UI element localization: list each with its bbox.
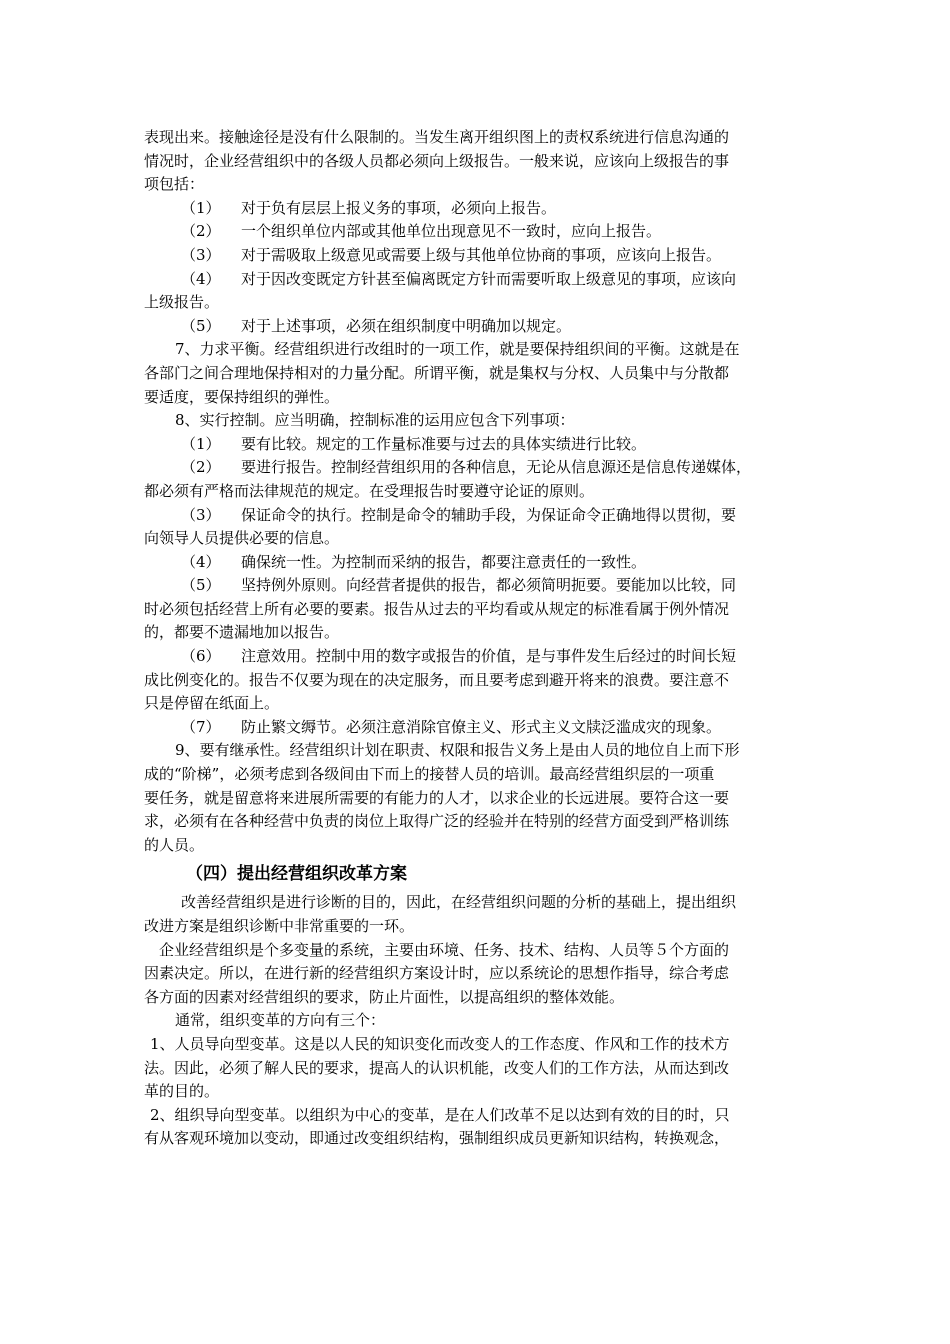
item-number: （1） bbox=[181, 198, 221, 217]
item-text: 对于需吸取上级意见或需要上级与其他单位协商的事项，应该向上报告。 bbox=[241, 245, 722, 264]
item-text: 保证命令的执行。控制是命令的辅助手段，为保证命令正确地得以贯彻，要 bbox=[241, 505, 737, 524]
paragraph-start-line: 2、组织导向型变革。以组织为中心的变革，是在人们改革不足以达到有效的目的时，只 bbox=[150, 1105, 730, 1124]
section-heading: （四）提出经营组织改革方案 bbox=[186, 864, 407, 885]
item-text: 要进行报告。控制经营组织用的各种信息，无论从信息源还是信息传递媒体， bbox=[241, 458, 752, 477]
list-item-line bbox=[144, 645, 812, 669]
paragraph-start-line: 7、力求平衡。经营组织进行改组时的一项工作，就是要保持组织间的平衡。这就是在 bbox=[175, 340, 740, 359]
item-text: 要有比较。规定的工作量标准要与过去的具体实绩进行比较。 bbox=[241, 434, 647, 453]
text-line: 求，必须有在各种经营中负责的岗位上取得广泛的经验并在特别的经营方面受到严格训练 bbox=[144, 812, 730, 831]
item-number: （1） bbox=[181, 434, 221, 453]
text-line: 向领导人员提供必要的信息。 bbox=[144, 529, 340, 548]
item-number: （2） bbox=[181, 222, 221, 241]
item-number: （2） bbox=[181, 458, 221, 477]
list-item-line bbox=[144, 220, 812, 244]
list-item-line bbox=[144, 504, 812, 528]
paragraph-start-line: 1、人员导向型变革。这是以人民的知识变化而改变人的工作态度、作风和工作的技术方 bbox=[150, 1034, 730, 1053]
text-line: 革的目的。 bbox=[144, 1082, 220, 1101]
item-text: 确保统一性。为控制而采纳的报告，都要注意责任的一致性。 bbox=[241, 552, 647, 571]
text-line: 都必须有严格而法律规范的规定。在受理报告时要遵守论证的原则。 bbox=[144, 481, 595, 500]
item-number: （4） bbox=[181, 269, 221, 288]
paragraph-start-line: 9、要有继承性。经营组织计划在职责、权限和报告义务上是由人员的地位自上而下形 bbox=[175, 741, 740, 760]
item-text: 对于上述事项，必须在组织制度中明确加以规定。 bbox=[241, 316, 572, 335]
item-text: 对于负有层层上报义务的事项，必须向上报告。 bbox=[241, 198, 557, 217]
text-line: 成的“阶梯”，必须考虑到各级间由下而上的接替人员的培训。最高经营组织层的一项重 bbox=[144, 765, 715, 784]
text-line: 法。因此，必须了解人民的要求，提高人的认识机能，改变人们的工作方法，从而达到改 bbox=[144, 1058, 730, 1077]
paragraph-start-line: 企业经营组织是个多变量的系统，主要由环境、任务、技术、结构、人员等５个方面的 bbox=[159, 940, 730, 959]
text-line: 的，都要不遗漏地加以报告。 bbox=[144, 623, 340, 642]
text-line: 项包括： bbox=[144, 175, 205, 194]
text-line: 要任务，就是留意将来进展所需要的有能力的人才，以求企业的长远进展。要符合这一要 bbox=[144, 788, 730, 807]
text-line: 因素决定。所以，在进行新的经营组织方案设计时，应以系统论的思想作指导，综合考虑 bbox=[144, 964, 730, 983]
text-line: 要适度，要保持组织的弹性。 bbox=[144, 387, 340, 406]
text-line: 表现出来。接触途径是没有什么限制的。当发生离开组织图上的责权系统进行信息沟通的 bbox=[144, 128, 730, 146]
list-item-line bbox=[144, 456, 812, 480]
text-line: 时必须包括经营上所有必要的要素。报告从过去的平均看或从规定的标准看属于例外情况 bbox=[144, 599, 730, 618]
item-number: （4） bbox=[181, 552, 221, 571]
text-line: 改进方案是组织诊断中非常重要的一环。 bbox=[144, 917, 415, 935]
item-text: 一个组织单位内部或其他单位出现意见不一致时，应向上报告。 bbox=[241, 222, 662, 241]
document-body bbox=[144, 126, 812, 1151]
text-line: 情况时，企业经营组织中的各级人员都必须向上级报告。一般来说，应该向上级报告的事 bbox=[144, 151, 730, 170]
text-line: 上级报告。 bbox=[144, 293, 220, 312]
item-number: （7） bbox=[181, 717, 221, 736]
text-line: 各部门之间合理地保持相对的力量分配。所谓平衡，就是集权与分权、人员集中与分散都 bbox=[144, 363, 730, 382]
item-text: 坚持例外原则。向经营者提供的报告，都必须简明扼要。要能加以比较，同 bbox=[241, 576, 737, 595]
paragraph-start-line: 8、实行控制。应当明确，控制标准的运用应包含下列事项： bbox=[175, 411, 575, 430]
list-item-line bbox=[144, 268, 812, 292]
item-text: 注意效用。控制中用的数字或报告的价值，是与事件发生后经过的时间长短 bbox=[241, 647, 737, 666]
list-item-line bbox=[144, 315, 812, 339]
list-item-line bbox=[144, 716, 812, 740]
item-number: （5） bbox=[181, 576, 221, 595]
paragraph-start-line: 通常，组织变革的方向有三个： bbox=[175, 1011, 386, 1030]
item-number: （3） bbox=[181, 505, 221, 524]
text-line: 各方面的因素对经营组织的要求，防止片面性，以提高组织的整体效能。 bbox=[144, 987, 625, 1006]
list-item-line bbox=[144, 433, 812, 457]
list-item-line bbox=[144, 551, 812, 575]
text-line: 有从客观环境加以变动，即通过改变组织结构，强制组织成员更新知识结构，转换观念， bbox=[144, 1129, 730, 1148]
paragraph-start-line: 改善经营组织是进行诊断的目的，因此，在经营组织问题的分析的基础上，提出组织 bbox=[181, 893, 737, 912]
text-line: 成比例变化的。报告不仅要为现在的决定服务，而且要考虑到避开将来的浪费。要注意不 bbox=[144, 670, 730, 689]
item-number: （3） bbox=[181, 245, 221, 264]
item-number: （6） bbox=[181, 647, 221, 666]
text-line: 的人员。 bbox=[144, 835, 205, 854]
text-line: 只是停留在纸面上。 bbox=[144, 694, 280, 713]
item-number: （5） bbox=[181, 316, 221, 335]
list-item-line bbox=[144, 197, 812, 221]
list-item-line bbox=[144, 244, 812, 268]
list-item-line bbox=[144, 574, 812, 598]
item-text: 防止繁文缛节。必须注意消除官僚主义、形式主义文牍泛滥成灾的现象。 bbox=[241, 717, 722, 736]
item-text: 对于因改变既定方针甚至偏离既定方针而需要听取上级意见的事项，应该向 bbox=[241, 269, 737, 288]
